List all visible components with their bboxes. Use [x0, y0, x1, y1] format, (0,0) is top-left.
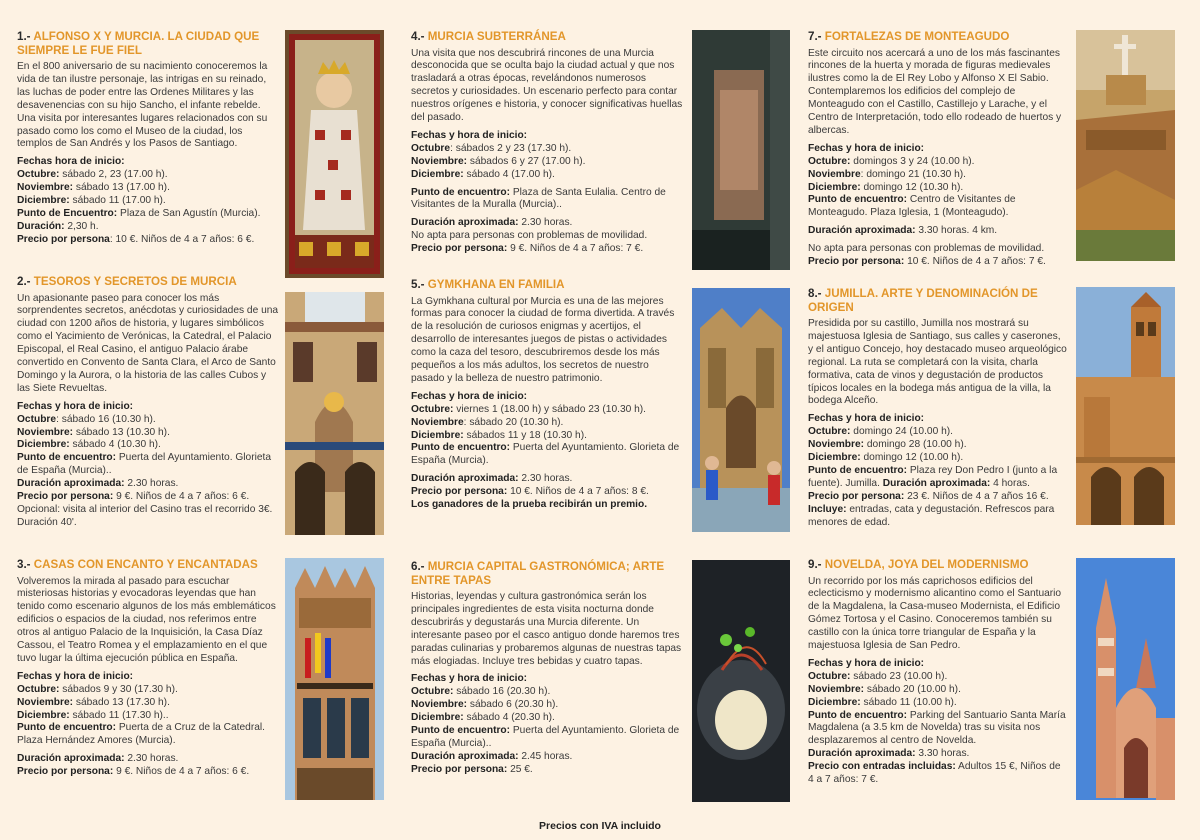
section-1 — [17, 30, 277, 247]
section-6-info: Fechas y hora de inicio: Octubre: sábado 16 (20.30 h). Noviembre: sábado 6 (20.30 h). Diciembre: sábado 4 (20.30 h). Punto de encuentro: Puerta del Ayuntamiento. Glorieta de España (Murcia).. Duración aproximada: 2.45 horas. Precio por persona: 25 €. — [411, 673, 680, 775]
section-8 — [808, 287, 1068, 530]
section-6 — [411, 560, 683, 777]
gourmet-tapa-image — [692, 560, 790, 802]
section-2 — [17, 275, 279, 530]
section-5 — [411, 278, 685, 512]
vat-note: Precios con IVA incluido — [539, 820, 661, 832]
prize-note: Los ganadores de la prueba recibirán un premio. — [411, 499, 648, 511]
jumilla-church-image — [1076, 287, 1175, 525]
section-7 — [808, 30, 1066, 269]
modernist-facade-flags-image — [285, 558, 384, 800]
section-8-info: Fechas y hora de inicio: Octubre: domingo 24 (10.00 h). Noviembre: domingo 28 (10.00 h). Diciembre: domingo 12 (10.00 h). Punto de encuentro: Plaza rey Don Pedro I (junto a la fuente). Jumilla. Duración aproximada: 4 horas. Precio por persona: 23 €. Niños de 4 a 7 años 16 €. Incluye: entradas, cata y degustación. Refrescos para menores de edad. — [808, 413, 1058, 528]
section-3-title: 3.- CASAS CON ENCANTO Y ENCANTADAS — [17, 558, 258, 571]
section-2-info: Fechas y hora de inicio: Octubre: sábado 16 (10.30 h). Noviembre: sábado 13 (10.30 h). Diciembre: sábado 4 (10.30 h). Punto de encuentro: Puerta del Ayuntamiento. Glorieta de España (Murcia).. Duración aproximada: 2.30 horas. Precio por persona: 9 €. Niños de 4 a 7 años: 6 €. Opcional: visita al interior del Casino tras el recorrido 3€. Duración 40'. — [17, 400, 273, 528]
section-2-title: 2.- TESOROS Y SECRETOS DE MURCIA — [17, 275, 237, 288]
section-1-description: En el 800 aniversario de su nacimiento conoceremos la vida de tan ilustre personaje, las intrigas en su reinado, las luchas de poder entre las Ordenes Militares y las desavenencias con su hijo Sancho, el infante rebelde. Una visita por interesantes lugares relacionados con su pasado como los como el Museo de la ciudad, los templos de San Andrés y los Pasos de Santiago. — [17, 61, 268, 150]
cathedral-facade-children-image — [692, 288, 790, 532]
section-7-description: Este circuito nos acercará a uno de los más fascinantes rincones de la huerta y morada de figuras medievales ilustres como la de El Rey Lobo y Alfonso X El Sabio. Contemplaremos los edificios del complejo de Monteagudo con el Castillo, Castillejo y Larache, y el Centro de Interpretación, todo ello rodeado de huertos y albercas. — [808, 47, 1062, 136]
section-8-description: Presidida por su castillo, Jumilla nos mostrará su majestuosa Iglesia de Santiago, sus calles y caserones, y el antiguo Concejo, hoy destacado museo arqueológico regional. La ruta se completará con la visita, charla formativa, cata de vinos y degustación de productos típicos locales en la bodega más antigua de la villa, la bodega Alceño. — [808, 318, 1067, 407]
underground-wall-image — [692, 30, 790, 270]
alfonso-x-miniature-image — [285, 30, 384, 278]
section-5-info: Fechas y hora de inicio: Octubre: viernes 1 (18.00 h) y sábado 23 (10.30 h). Noviembre: sábado 20 (10.30 h). Diciembre: sábados 11 y 18 (10.30 h). Punto de encuentro: Puerta del Ayuntamiento. Glorieta de España (Murcia). Duración aproximada: 2.30 horas. Precio por persona: 10 €. Niños de 4 a 7 años: 8 €. Los ganadores de la prueba recibirán un premio. — [411, 391, 685, 512]
section-4 — [411, 30, 683, 256]
section-9-description: Un recorrido por los más caprichosos edificios del eclecticismo y modernismo alicantino como el Santuario de la Magdalena, la Casa-museo Modernista, el Edificio Gómez Tortosa y el Casino. Conoceremos también su castillo con la única torre triangular de España y la majestuosa Iglesia de San Pedro. — [808, 575, 1062, 652]
section-3-info: Fechas y hora de inicio: Octubre: sábados 9 y 30 (17.30 h). Noviembre: sábado 13 (17.30 h). Diciembre: sábado 11 (17.30 h).. Punto de encuentro: Puerta de a Cruz de la Catedral. Plaza Hernández Amores (Murcia). Duración aproximada: 2.30 horas. Precio por persona: 9 €. Niños de 4 a 7 años: 6 €. — [17, 670, 265, 778]
section-3-description: Volveremos la mirada al pasado para escuchar misteriosas historias y evocadoras leyendas que han tenido como escenario algunos de los más emblemáticos edificios o espacios de la ciudad, nos referimos entre otros al antiguo Palacio de la Inquisición, la Casa Díaz Cassou, el Teatro Romea y el emplazamiento en el que tuvo lugar la última ejecución pública en España. — [17, 575, 276, 664]
section-6-title: 6.- MURCIA CAPITAL GASTRONÓMICA; ARTE ENTRE TAPAS — [411, 560, 665, 587]
section-4-info: Fechas y hora de inicio: Octubre: sábados 2 y 23 (17.30 h). Noviembre: sábados 6 y 27 (17.00 h). Diciembre: sábado 4 (17.00 h). Punto de encuentro: Plaza de Santa Eulalia. Centro de Visitantes de la Muralla (Murcia).. Duración aproximada: 2.30 horas. No apta para personas con problemas de movilidad. Precio por persona: 9 €. Niños de 4 a 7 años: 7 €. — [411, 129, 666, 255]
section-9-info: Fechas y hora de inicio: Octubre: sábado 23 (10.00 h). Noviembre: sábado 20 (10.00 h). Diciembre: sábado 11 (10.00 h). Punto de encuentro: Parking del Santuario Santa María Magdalena (a 3.5 km de Novelda) tras su visita nos desplazaremos al centro de Novelda. Duración aproximada: 3.30 horas. Precio con entradas incluidas: Adultos 15 €, Niños de 4 a 7 años: 7 €. — [808, 657, 1066, 786]
real-casino-courtyard-image — [285, 292, 384, 535]
section-2-description: Un apasionante paseo para conocer los más sorprendentes secretos, anécdotas y curiosidades de una ciudad con 1200 años de historia, y lugares simbólicos como el Yacimiento de Verónicas, la Catedral, el Palacio Episcopal, el Real Casino, el antiguo Palacio árabe convertido en Convento de Santa Clara, el Arco de Santo Domingo y la Aurora, o la historia de las calles Cubos y las Siete Revueltas. — [17, 292, 279, 394]
section-6-description: Historias, leyendas y cultura gastronómica serán los principales ingredientes de esta visita nocturna donde descubrirás y degustarás una Murcia diferente. Un interesante paseo por el casco antiguo donde haremos tres paradas culinarias y probaremos algunas de nuestras tapas más elogiadas. Incluye tres bebidas y cuatro tapas. — [411, 591, 682, 667]
section-9 — [808, 558, 1068, 787]
section-9-title: 9.- NOVELDA, JOYA DEL MODERNISMO — [808, 558, 1029, 571]
section-7-title: 7.- FORTALEZAS DE MONTEAGUDO — [808, 30, 1010, 43]
section-7-info: Fechas y hora de inicio: Octubre: domingos 3 y 24 (10.00 h). Noviembre: domingo 21 (10.30 h). Diciembre: domingo 12 (10.30 h). Punto de encuentro: Centro de Visitantes de Monteagudo. Plaza Iglesia, 1 (Monteagudo). Duración aproximada: 3.30 horas. 4 km. No apta para personas con problemas de movilidad. Precio por persona: 10 €. Niños de 4 a 7 años: 7 €. — [808, 142, 1046, 268]
section-5-description: La Gymkhana cultural por Murcia es una de las mejores formas para conocer la ciudad de forma divertida. A través de la resolución de curiosos enigmas y acertijos, el desarrollo de interesantes juegos de pistas o actividades como la caza del tesoro, descubriremos desde los más pequeños a los más adultos, los secretos de nuestro pasado y la belleza de nuestro patrimonio. — [411, 295, 675, 384]
section-5-title: 5.- GYMKHANA EN FAMILIA — [411, 278, 565, 291]
section-4-title: 4.- MURCIA SUBTERRÁNEA — [411, 30, 566, 43]
novelda-sanctuary-image — [1076, 558, 1175, 800]
section-1-info: Fechas hora de inicio: Octubre: sábado 2, 23 (17.00 h). Noviembre: sábado 13 (17.00 h). Diciembre: sábado 11 (17.00 h). Punto de Encuentro: Plaza de San Agustín (Murcia). Duración: 2,30 h. Precio por persona: 10 €. Niños de 4 a 7 años: 6 €. — [17, 156, 261, 245]
section-3 — [17, 558, 279, 779]
monteagudo-castle-image — [1076, 30, 1175, 261]
section-8-title: 8.- JUMILLA. ARTE Y DENOMINACIÓN DE ORIGEN — [808, 287, 1038, 314]
section-4-description: Una visita que nos descubrirá rincones de una Murcia desconocida que se oculta bajo la ciudad actual y que nos trasladará a otras épocas, revelándonos numerosos secretos y curiosidades. Un escenario perfecto para contar nuestros orígenes e historia, y conocer significativas huellas del pasado. — [411, 47, 683, 124]
section-1-title: 1.- ALFONSO X Y MURCIA. LA CIUDAD QUE SIEMPRE LE FUE FIEL — [17, 30, 260, 57]
